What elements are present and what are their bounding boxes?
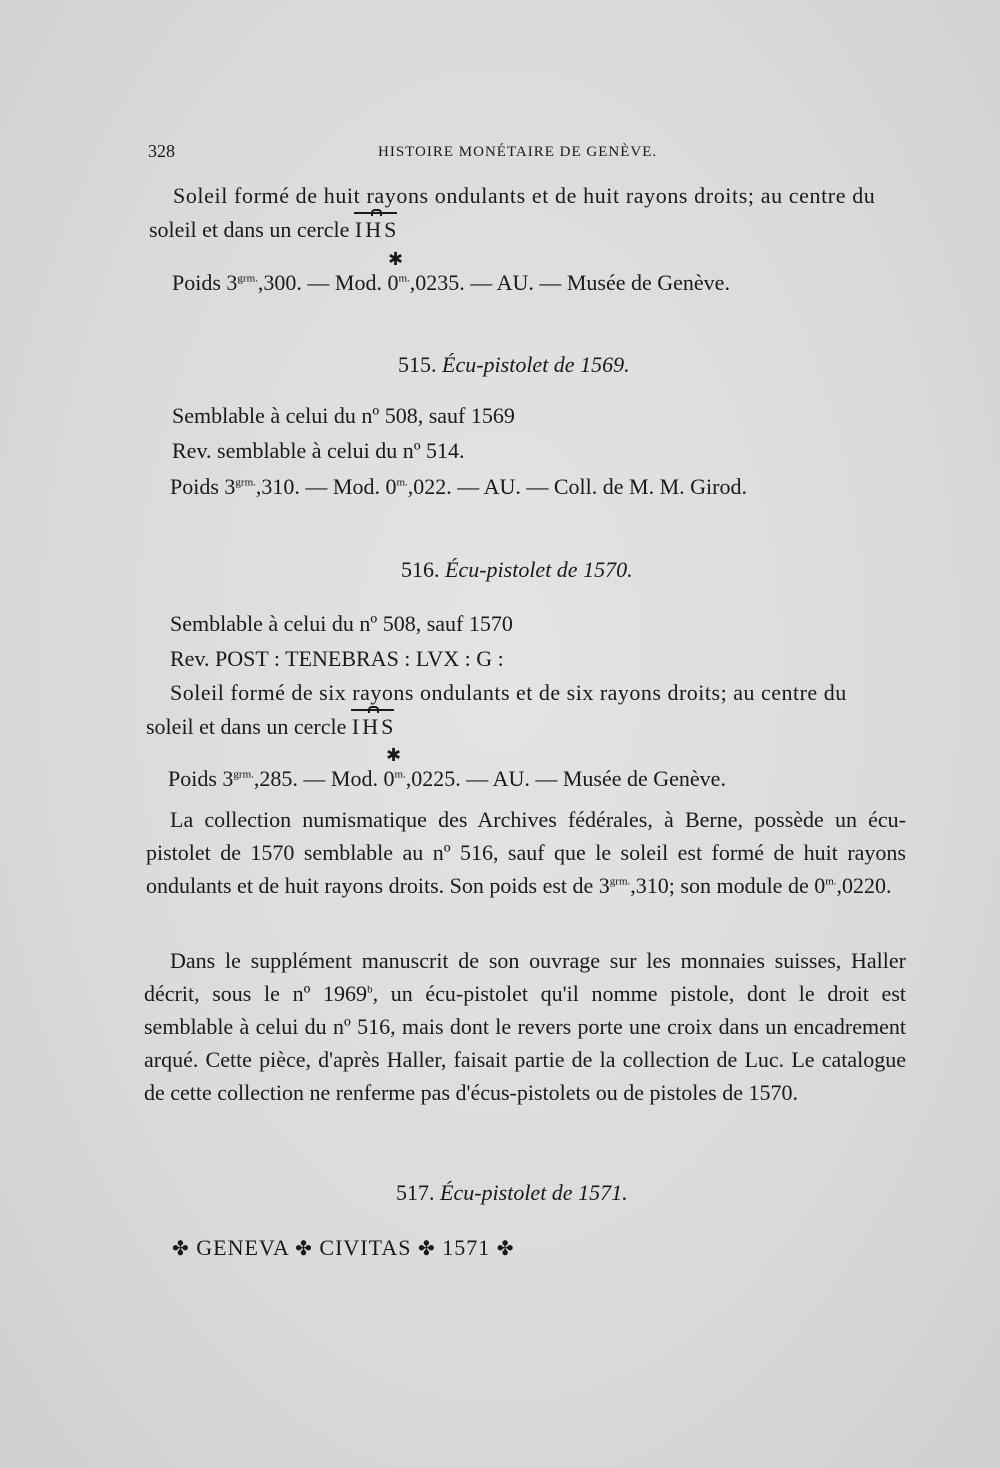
description-line: Soleil formé de huit rayons ondulants et de huit rayons droits; au centre du [173,183,876,208]
weight-line: Poids $3^{grm.},310$. — Mod. $0^{m.},022$. — AU. — Coll. de M. M. Girod. [170,474,747,499]
entry-heading-515: 515. Écu-pistolet de 1569. [398,352,630,377]
description-line: soleil et dans un cercle IHS [149,219,399,241]
entry-heading-517: 517. Écu-pistolet de 1571. [396,1180,628,1205]
reverse-line: Rev. semblable à celui du nº 514. [172,438,465,463]
running-title: HISTOIRE MONÉTAIRE DE GENÈVE. [378,144,658,160]
weight-line: Poids $3^{grm.},300$. — Mod. $0^{m.},0235$. — AU. — Musée de Genève. [172,270,730,295]
description-line: soleil et dans un cercle IHS [146,716,396,738]
cross-mark: ✤ [172,1238,190,1260]
cross-mark: ✤ [295,1238,313,1260]
cross-mark: ✤ [417,1238,436,1260]
coin-legend: ✤ GENEVA ✤ CIVITAS ✤ 1571 ✤ [172,1235,515,1260]
cross-mark: ✤ [496,1238,515,1260]
description-line: Soleil formé de six rayons ondulants et de six rayons droits; au centre du [170,680,847,705]
description-line: Semblable à celui du nº 508, sauf 1570 [170,611,513,636]
entry-heading-516: 516. Écu-pistolet de 1570. [401,557,633,582]
ihs-monogram: IHS [355,219,399,241]
page-number: 328 [148,141,175,161]
reverse-line: Rev. POST : TENEBRAS : LVX : G : [170,646,504,671]
weight-line: Poids $3^{grm.},285$. — Mod. $0^{m.},0225$. — AU. — Musée de Genève. [168,766,726,791]
ihs-monogram: IHS [352,716,396,738]
star-mark: ✱ [386,745,402,765]
commentary-paragraph: La collection numismatique des Archives fédérales, à Berne, possède un écu-pistolet de 1570 semblable au nº 516, sauf que le soleil est formé de huit rayons ondulants et de huit rayons droits. Son poids est de $3^{grm.},310$; son module de $0^{m.},0220$. [146,807,906,898]
description-line: Semblable à celui du nº 508, sauf 1569 [172,403,515,428]
commentary-paragraph: Dans le supplément manuscrit de son ouvrage sur les monnaies suisses, Haller décrit, sous le nº 1969$^b$, un écu-pistolet qu'il nomme pistole, dont le droit est semblable à celui du nº 516, mais dont le revers porte une croix dans un encadrement arqué. Cette pièce, d'après Haller, faisait partie de la collection de Luc. Le catalogue de cette collection ne renferme pas d'écus-pistolets ou de pistoles de 1570. [144,948,906,1105]
star-mark: ✱ [388,249,404,269]
